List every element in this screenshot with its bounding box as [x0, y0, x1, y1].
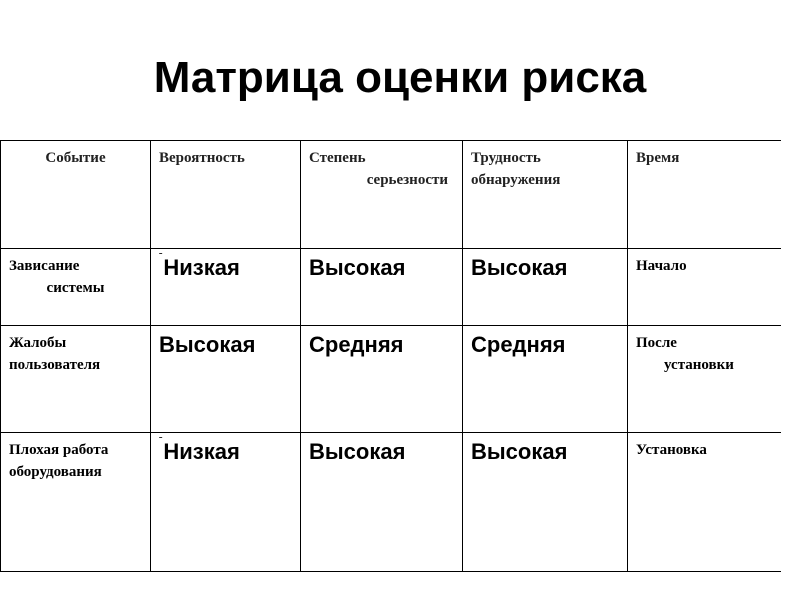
row-detection-cell [463, 249, 628, 326]
column-header-time-label: Время [636, 150, 680, 166]
column-header-severity [301, 141, 463, 249]
row-event-line1: Плохая работа [9, 442, 109, 458]
row-event-cell [1, 433, 151, 572]
table-row [1, 326, 781, 433]
risk-matrix-table [0, 140, 781, 572]
row-probability-cell [151, 326, 301, 433]
row-time-cell [628, 326, 781, 433]
bullet-mark-icon: ˉ [159, 252, 163, 263]
row-severity-value: Высокая [309, 255, 406, 280]
row-probability-value: Низкая [163, 439, 240, 464]
table-row [1, 433, 781, 572]
row-severity-cell [301, 326, 463, 433]
column-header-probability [151, 141, 301, 249]
table-header-row [1, 141, 781, 249]
row-event-cell [1, 326, 151, 433]
row-detection-cell [463, 326, 628, 433]
column-header-detection [463, 141, 628, 249]
column-header-severity-line2: серьезности [366, 172, 448, 188]
row-probability-value: Высокая [159, 332, 256, 357]
row-severity-cell [301, 249, 463, 326]
row-event-line2: системы [46, 280, 105, 296]
row-severity-value: Средняя [309, 332, 404, 357]
row-detection-cell [463, 433, 628, 572]
row-time-line1: После [636, 335, 677, 351]
bullet-mark-icon: ˉ [159, 436, 163, 447]
page-title: Матрица оценки риска [153, 53, 647, 102]
row-event-line2: пользователя [9, 357, 101, 373]
column-header-detection-line2: обнаружения [471, 172, 561, 188]
row-event-line1: Жалобы [9, 335, 67, 351]
row-detection-value: Высокая [471, 255, 568, 280]
row-detection-value: Средняя [471, 332, 566, 357]
row-time-cell [628, 249, 781, 326]
row-time-cell [628, 433, 781, 572]
row-time-line2: установки [664, 357, 734, 373]
column-header-severity-line1: Степень [309, 150, 366, 166]
column-header-probability-label: Вероятность [159, 150, 245, 166]
row-probability-cell [151, 433, 301, 572]
row-severity-value: Высокая [309, 439, 406, 464]
column-header-time [628, 141, 781, 249]
column-header-event [1, 141, 151, 249]
row-probability-value: Низкая [163, 255, 240, 280]
column-header-event-label: Событие [45, 150, 106, 166]
row-probability-cell [151, 249, 301, 326]
row-event-cell [1, 249, 151, 326]
row-severity-cell [301, 433, 463, 572]
row-event-line1: Зависание [9, 258, 80, 274]
column-header-detection-line1: Трудность [471, 150, 541, 166]
row-event-line2: оборудования [9, 464, 102, 480]
table-row [1, 249, 781, 326]
row-detection-value: Высокая [471, 439, 568, 464]
row-time-line1: Начало [636, 258, 687, 274]
row-time-line1: Установка [636, 442, 707, 458]
